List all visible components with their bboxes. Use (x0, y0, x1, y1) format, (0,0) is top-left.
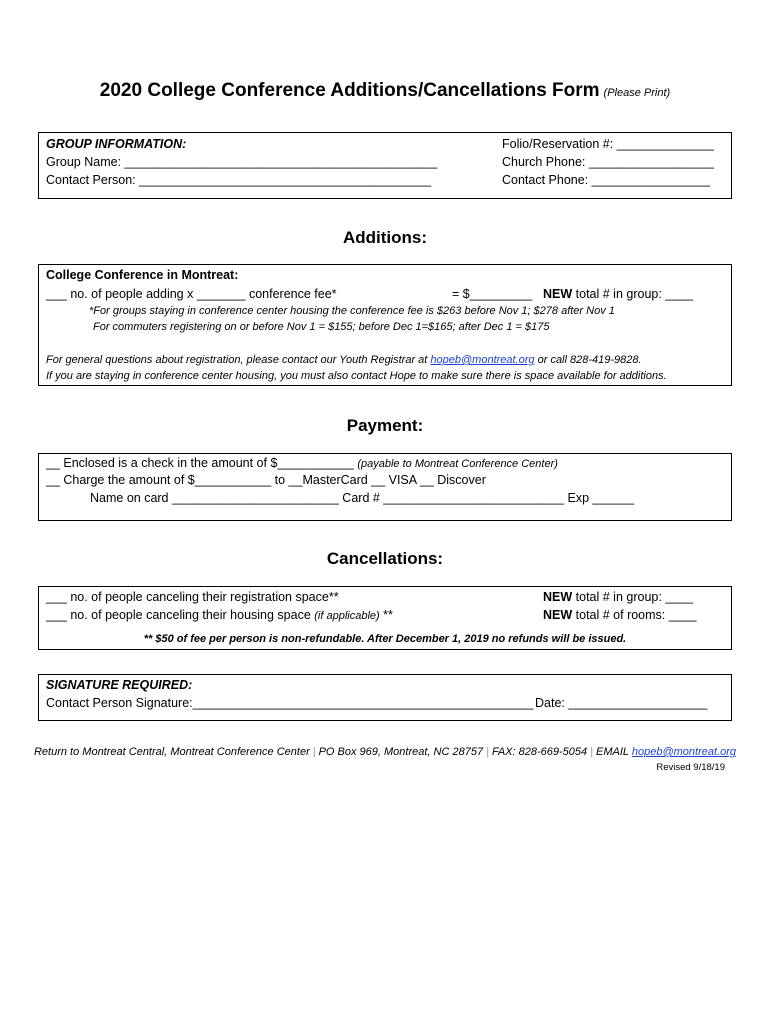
revised-date: Revised 9/18/19 (656, 762, 725, 773)
contact-person-field[interactable]: Contact Person: __________________________________________ (46, 173, 432, 187)
payment-heading: Payment: (346, 416, 424, 435)
new-total-group-field[interactable] (543, 287, 693, 301)
registrar-contact-post: or call 828-419-9828. (534, 354, 642, 366)
housing-fee-note: *For groups staying in conference center housing the conference fee is $263 before Nov 1; $278 after Nov 1 (89, 305, 615, 317)
please-print-note: (Please Print) (603, 87, 671, 99)
footer-fax: FAX: 828-669-5054 (491, 746, 588, 758)
group-info-heading: GROUP INFORMATION: (46, 137, 187, 151)
new-label: NEW (543, 590, 573, 604)
footer-separator: | (590, 746, 593, 758)
additions-heading: Additions: (342, 228, 428, 247)
new-total-rooms-text: total # of rooms: ____ (572, 608, 697, 622)
footer-separator: | (486, 746, 489, 758)
footer-center: Return to Montreat Central, Montreat Conference Center (33, 746, 310, 758)
card-details-field[interactable]: Name on card ________________________ Card # __________________________ Exp ______ (90, 491, 635, 505)
check-amount-text: __ Enclosed is a check in the amount of $___________ (46, 456, 354, 470)
new-label: NEW (543, 287, 573, 301)
footer-email-link[interactable]: hopeb@montreat.org (631, 746, 736, 758)
registrar-contact-note (46, 354, 642, 366)
cancel-housing-text: ___ no. of people canceling their housing space (46, 608, 315, 622)
footer-email-label: EMAIL (596, 746, 632, 758)
housing-contact-note: If you are staying in conference center housing, you must also contact Hope to make sure there is space available for additions. (46, 370, 667, 382)
cancel-housing-field[interactable] (46, 608, 393, 622)
cancel-registration-field[interactable]: ___ no. of people canceling their registration space** (46, 590, 339, 604)
church-phone-field[interactable]: Church Phone: __________________ (502, 155, 714, 169)
if-applicable-note: (if applicable) (314, 610, 380, 622)
additions-subheading: College Conference in Montreat: (46, 268, 239, 282)
contact-signature-field[interactable]: Contact Person Signature:_________________________________________________ (46, 696, 534, 710)
check-payable-note: (payable to Montreat Conference Center) (357, 458, 558, 470)
check-amount-field[interactable] (46, 456, 558, 470)
new-total-group-cancel-field[interactable] (543, 590, 693, 604)
commuter-fee-note: For commuters registering on or before Nov 1 = $155; before Dec 1=$165; after Dec 1 = $175 (93, 321, 550, 333)
people-adding-field[interactable]: ___ no. of people adding x _______ conference fee* (46, 287, 337, 301)
signature-date-field[interactable]: Date: ____________________ (535, 696, 708, 710)
new-total-group-cancel-text: total # in group: ____ (572, 590, 694, 604)
registrar-contact-pre: For general questions about registration, please contact our Youth Registrar at (46, 354, 431, 366)
footer-return-address (0, 746, 770, 758)
signature-heading: SIGNATURE REQUIRED: (46, 678, 193, 692)
charge-amount-field[interactable]: __ Charge the amount of $___________ to __MasterCard __ VISA __ Discover (46, 473, 486, 487)
new-label: NEW (543, 608, 573, 622)
cancel-housing-end: ** (379, 608, 393, 622)
footer-po-box: PO Box 969, Montreat, NC 28757 (318, 746, 484, 758)
folio-reservation-field[interactable]: Folio/Reservation #: ______________ (502, 137, 714, 151)
additions-total-field[interactable]: = $_________ (452, 287, 533, 301)
form-title: 2020 College Conference Additions/Cancellations Form (99, 80, 600, 101)
cancellations-heading: Cancellations: (326, 549, 444, 568)
group-name-field[interactable]: Group Name: _____________________________________________ (46, 155, 438, 169)
page-title (0, 80, 770, 102)
refund-policy-note: ** $50 of fee per person is non-refundable. After December 1, 2019 no refunds will be issued. (143, 633, 627, 645)
registrar-email-link[interactable]: hopeb@montreat.org (430, 354, 535, 366)
footer-separator: | (312, 746, 316, 758)
new-total-group-text: total # in group: ____ (572, 287, 694, 301)
new-total-rooms-field[interactable] (543, 608, 697, 622)
contact-phone-field[interactable]: Contact Phone: _________________ (502, 173, 710, 187)
